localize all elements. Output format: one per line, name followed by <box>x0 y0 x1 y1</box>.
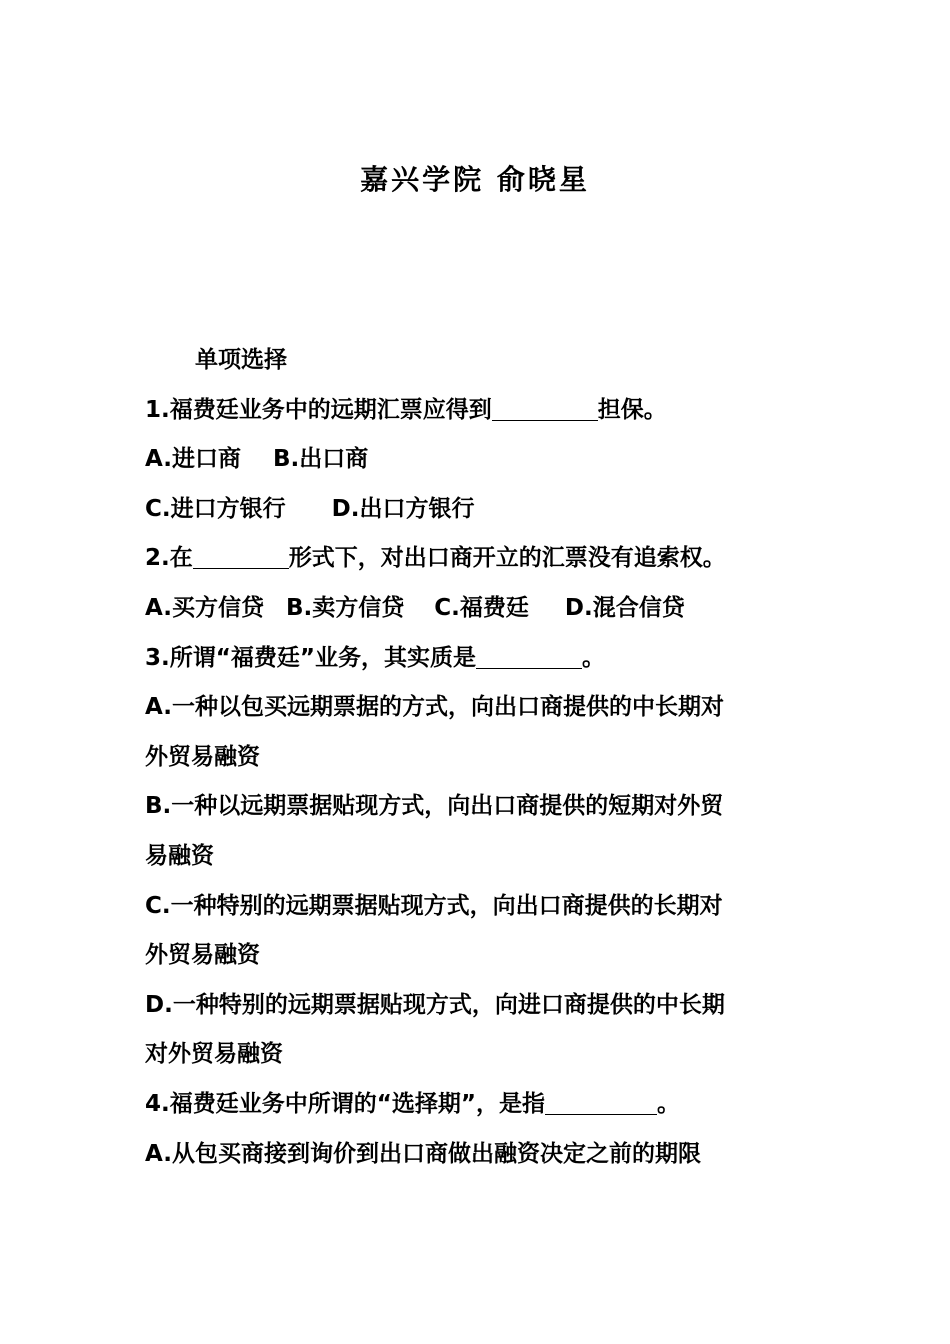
question-stem-text: 。 <box>656 1090 680 1117</box>
question-stem-text: 1.福费廷业务中的远期汇票应得到 <box>145 396 492 423</box>
option-a-line-1: A.从包买商接到询价到出口商做出融资决定之前的期限 <box>145 1140 701 1167</box>
question-stem-text: 。 <box>581 644 605 671</box>
question-3-stem <box>145 634 795 684</box>
option-a: A.进口商 <box>145 446 241 473</box>
option-c-line-2: 外贸易融资 <box>145 942 260 969</box>
option-c: C.福费廷 <box>434 594 529 621</box>
option-d: D.混合信贷 <box>564 594 685 621</box>
answer-blank <box>545 1088 657 1115</box>
question-stem-text: 形式下，对出口商开立的汇票没有追索权。 <box>288 545 726 572</box>
option-b: B.出口商 <box>272 446 369 473</box>
option-c: C.进口方银行 <box>145 495 286 522</box>
option-a: A.买方信贷 <box>145 594 264 621</box>
option-d-line-1: D.一种特别的远期票据贴现方式，向进口商提供的中长期 <box>145 991 725 1018</box>
option-d-line-2: 对外贸易融资 <box>145 1041 283 1068</box>
question-1-options-row-2 <box>145 485 795 535</box>
option-b-line-1: B.一种以远期票据贴现方式，向出口商提供的短期对外贸 <box>145 793 724 820</box>
answer-blank <box>193 542 289 569</box>
question-stem-text: 担保。 <box>597 396 667 423</box>
answer-blank <box>492 394 598 421</box>
question-1-options-row-1 <box>145 435 795 485</box>
option-b-line-2: 易融资 <box>145 842 214 869</box>
option-a-line-2: 外贸易融资 <box>145 743 260 770</box>
page-title: 嘉兴学院 俞晓星 <box>360 163 590 196</box>
question-2-stem <box>145 534 795 584</box>
option-a-line-1: A.一种以包买远期票据的方式，向出口商提供的中长期对 <box>145 694 724 721</box>
option-d: D.出口方银行 <box>331 495 475 522</box>
question-list <box>145 336 795 1179</box>
question-stem-text: 3.所谓“福费廷”业务，其实质是 <box>145 644 476 671</box>
section-heading: 单项选择 <box>195 347 287 373</box>
question-stem-text: 4.福费廷业务中所谓的“选择期”，是指 <box>145 1090 545 1117</box>
answer-blank <box>476 642 582 669</box>
question-1-stem <box>145 386 795 436</box>
question-stem-text: 2.在 <box>145 545 193 572</box>
option-b: B.卖方信贷 <box>285 594 405 621</box>
question-4-stem <box>145 1080 795 1130</box>
question-2-options <box>145 584 795 634</box>
option-c-line-1: C.一种特别的远期票据贴现方式，向出口商提供的长期对 <box>145 892 723 919</box>
